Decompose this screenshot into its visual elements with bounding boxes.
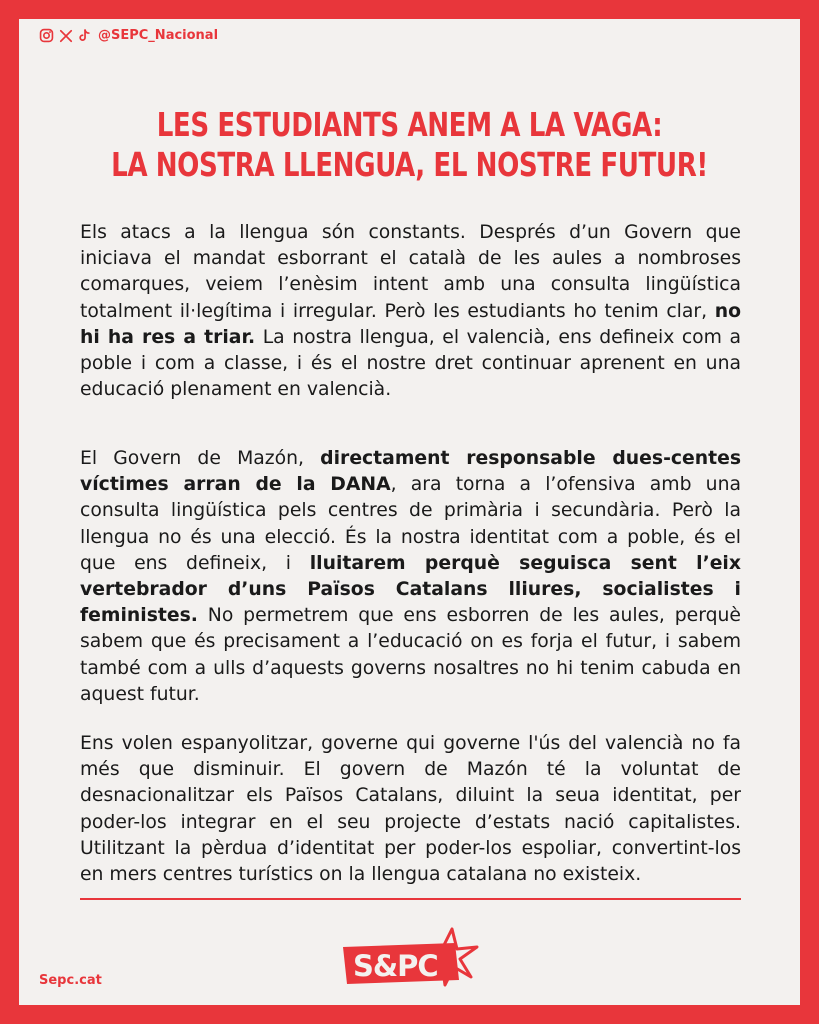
paragraph-3-text: Ens volen espanyolitzar, governe qui governe l'ús del valencià no fa més que disminuir. El govern de Mazón té la voluntat de desnacionalitzar els Països Catalans, diluint la seua identitat, per poder-los integrar en el seu projecte d’estats nació capitalistes. Utilitzant la pèrdua d’identitat per poder-los espoliar, convertint-los en mers centres turístics on la llengua catalana no existeix. (80, 733, 741, 886)
title-line-2: LA NOSTRA LLENGUA, EL NOSTRE FUTUR! (111, 145, 708, 184)
poster (19, 19, 800, 1005)
paragraph-2-text-2: , ara torna a l’ofensiva amb una consulta lingüística pels centres de primària i secundària. Però la llengua no és una elecció. És la nostra identitat com a poble, és el que ens defineix, i (80, 474, 741, 574)
paragraph-1-text-2: La nostra llengua, el valencià, ens defineix com a poble i com a classe, i és el nostre dret continuar aprenent en una educació plenament en valencià. (80, 326, 741, 401)
x-icon[interactable] (59, 29, 73, 43)
logo-text: S&PC (353, 949, 438, 983)
paragraph-3 (80, 731, 741, 888)
website-link[interactable]: Sepc.cat (39, 973, 102, 988)
paragraph-2-bold-2: lluitarem perquè seguisca sent l’eix vertebrador d’uns Països Catalans lliures, socialistes i feministes. (80, 552, 741, 627)
paragraph-2-text-1: El Govern de Mazón, (80, 448, 321, 469)
paragraph-1-text-1: Els atacs a la llengua són constants. Després d’un Govern que iniciava el mandat esborrant el català de les aules a nombroses comarques, veiem l’enèsim intent amb una consulta lingüística totalment il·legítima i irregular. Però les estudiants ho tenim clar, (80, 222, 741, 322)
tiktok-icon[interactable] (78, 28, 91, 43)
paragraph-2-text-3: No permetrem que ens esborren de les aules, perquè sabem que és precisament a l’educació on es forja el futur, i sabem també com a ulls d’aquests governs nosaltres no hi tenim cabuda en aquest futur. (80, 605, 741, 705)
paragraph-1-bold-1: no hi ha res a triar. (80, 300, 741, 348)
sepc-logo (339, 927, 479, 991)
divider (80, 898, 741, 900)
social-handle[interactable]: @SEPC_Nacional (98, 28, 219, 43)
paragraph-2-bold-1: directament responsable dues-centes víctimes arran de la DANA (80, 448, 741, 496)
paragraph-2 (80, 446, 741, 708)
paragraph-1 (80, 220, 741, 403)
page-title (66, 105, 753, 185)
instagram-icon[interactable] (39, 28, 54, 43)
title-line-1: LES ESTUDIANTS ANEM A LA VAGA: (156, 105, 663, 144)
social-bar (39, 28, 218, 43)
